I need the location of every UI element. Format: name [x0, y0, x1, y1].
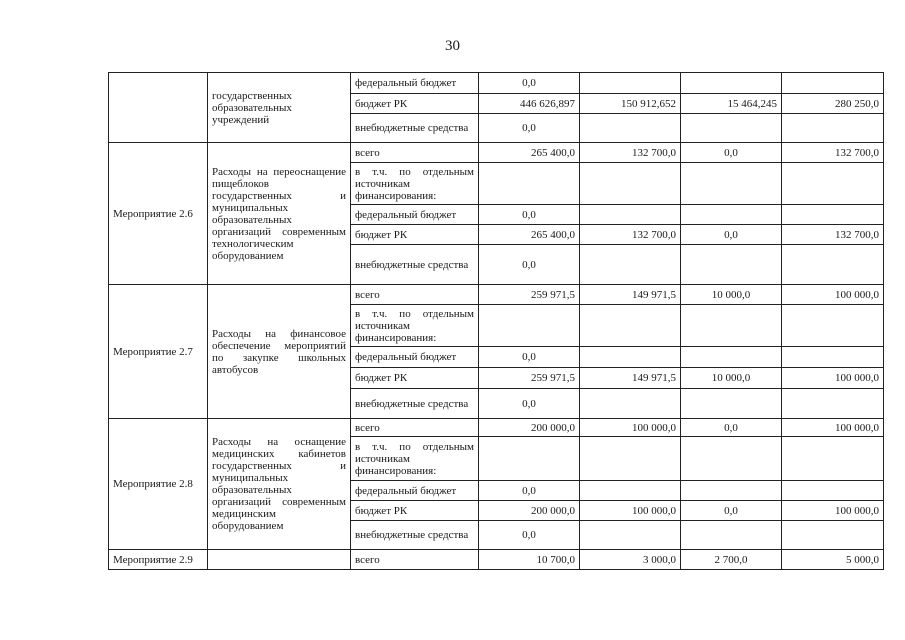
value-cell: 0,0 — [681, 143, 782, 163]
value-cell: 0,0 — [479, 481, 580, 501]
value-cell: 150 912,652 — [580, 94, 681, 114]
value-cell: 0,0 — [479, 205, 580, 225]
value-cell: 265 400,0 — [479, 143, 580, 163]
value-cell: 259 971,5 — [479, 368, 580, 389]
value-cell: 15 464,245 — [681, 94, 782, 114]
value-cell: 2 700,0 — [681, 550, 782, 570]
table-row — [109, 73, 884, 94]
source-cell: всего — [351, 285, 479, 305]
value-cell: 100 000,0 — [782, 285, 884, 305]
event-label: Мероприятие 2.9 — [109, 550, 208, 570]
value-cell: 0,0 — [479, 73, 580, 94]
value-cell: 100 000,0 — [782, 368, 884, 389]
value-cell — [782, 73, 884, 94]
value-cell — [681, 73, 782, 94]
value-cell: 100 000,0 — [580, 419, 681, 437]
value-cell: 10 700,0 — [479, 550, 580, 570]
value-cell: 0,0 — [479, 521, 580, 550]
table-row — [109, 550, 884, 570]
description-cell: Расходы на оснащение медицинских кабинетов государственных и муниципальных образовательных организаций современным медицинским оборудованием — [208, 419, 351, 550]
budget-table — [108, 72, 884, 570]
source-cell: в т.ч. по отдельным источникам финансирования: — [351, 305, 479, 347]
value-cell: 132 700,0 — [782, 225, 884, 245]
value-cell: 5 000,0 — [782, 550, 884, 570]
table-row — [109, 285, 884, 305]
source-cell: федеральный бюджет — [351, 73, 479, 94]
source-cell: бюджет РК — [351, 501, 479, 521]
value-cell: 0,0 — [479, 389, 580, 419]
value-cell: 132 700,0 — [580, 143, 681, 163]
value-cell: 446 626,897 — [479, 94, 580, 114]
value-cell: 0,0 — [479, 347, 580, 368]
value-cell: 0,0 — [479, 114, 580, 143]
description-cell: Расходы на финансовое обеспечение мероприятий по закупке школьных автобусов — [208, 285, 351, 419]
value-cell: 259 971,5 — [479, 285, 580, 305]
description-cell: Расходы на переоснащение пищеблоков государственных и муниципальных образовательных организаций современным технологическим оборудованием — [208, 143, 351, 285]
source-cell: бюджет РК — [351, 368, 479, 389]
event-label: Мероприятие 2.6 — [109, 143, 208, 285]
source-cell: в т.ч. по отдельным источникам финансирования: — [351, 163, 479, 205]
source-cell: в т.ч. по отдельным источникам финансирования: — [351, 437, 479, 481]
value-cell: 149 971,5 — [580, 368, 681, 389]
value-cell: 132 700,0 — [782, 143, 884, 163]
source-cell: внебюджетные средства — [351, 389, 479, 419]
value-cell — [580, 73, 681, 94]
source-cell: внебюджетные средства — [351, 114, 479, 143]
source-cell: бюджет РК — [351, 94, 479, 114]
source-cell: федеральный бюджет — [351, 205, 479, 225]
value-cell: 10 000,0 — [681, 368, 782, 389]
value-cell: 100 000,0 — [580, 501, 681, 521]
description-cell — [208, 550, 351, 570]
value-cell: 3 000,0 — [580, 550, 681, 570]
source-cell: федеральный бюджет — [351, 481, 479, 501]
value-cell: 132 700,0 — [580, 225, 681, 245]
value-cell: 200 000,0 — [479, 419, 580, 437]
value-cell: 0,0 — [681, 225, 782, 245]
description-cell: государственных образовательных учреждений — [208, 73, 351, 143]
value-cell: 149 971,5 — [580, 285, 681, 305]
value-cell: 10 000,0 — [681, 285, 782, 305]
event-cell — [109, 73, 208, 143]
source-cell: бюджет РК — [351, 225, 479, 245]
source-cell: внебюджетные средства — [351, 521, 479, 550]
value-cell: 265 400,0 — [479, 225, 580, 245]
value-cell: 280 250,0 — [782, 94, 884, 114]
value-cell: 0,0 — [479, 245, 580, 285]
value-cell: 100 000,0 — [782, 501, 884, 521]
source-cell: всего — [351, 419, 479, 437]
source-cell: федеральный бюджет — [351, 347, 479, 368]
source-cell: всего — [351, 143, 479, 163]
source-cell: внебюджетные средства — [351, 245, 479, 285]
table-row — [109, 419, 884, 437]
value-cell: 200 000,0 — [479, 501, 580, 521]
page-number: 30 — [445, 38, 460, 54]
source-cell: всего — [351, 550, 479, 570]
value-cell: 100 000,0 — [782, 419, 884, 437]
table-row — [109, 143, 884, 163]
event-label: Мероприятие 2.7 — [109, 285, 208, 419]
event-label: Мероприятие 2.8 — [109, 419, 208, 550]
value-cell: 0,0 — [681, 419, 782, 437]
value-cell: 0,0 — [681, 501, 782, 521]
